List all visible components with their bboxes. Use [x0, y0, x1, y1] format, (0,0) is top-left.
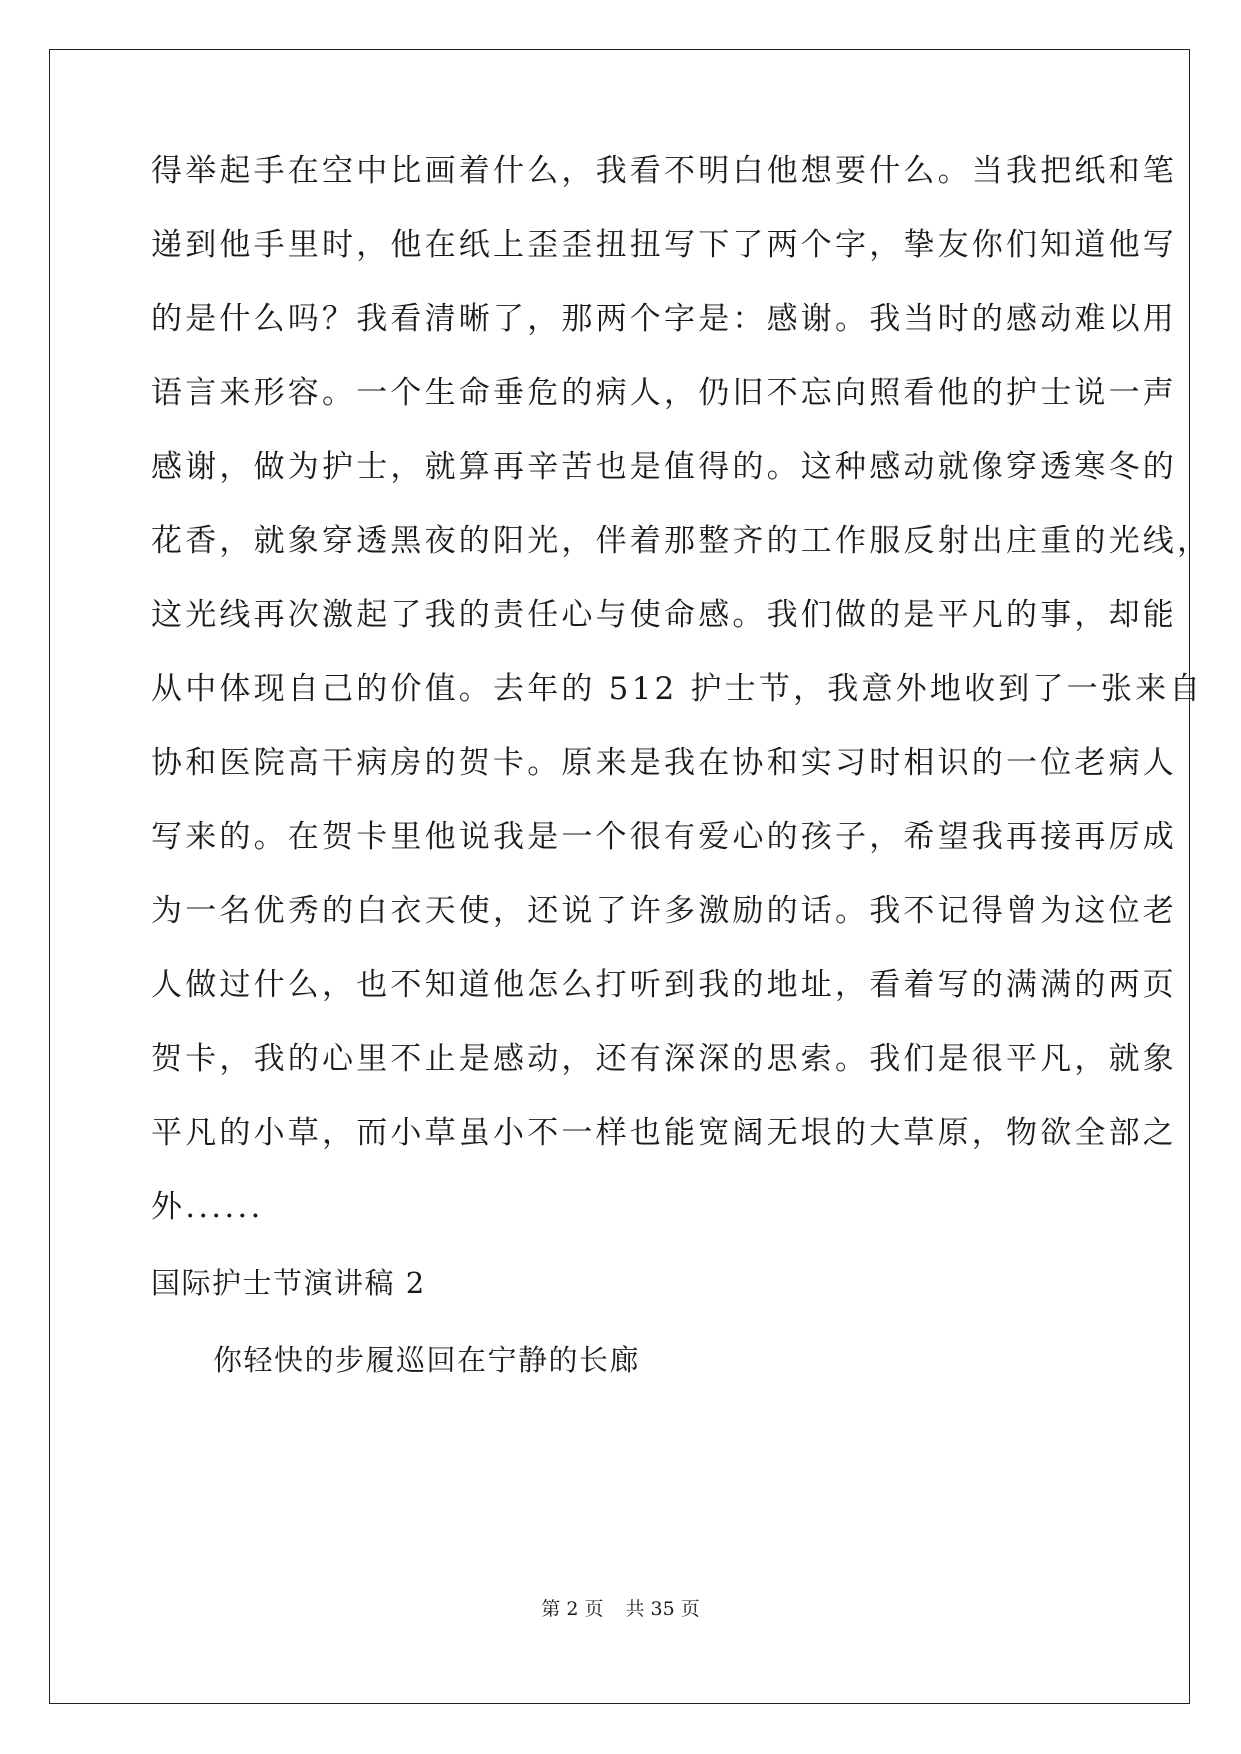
body-line: 平凡的小草，而小草虽小不一样也能宽阔无垠的大草原，物欲全部之	[151, 1115, 1177, 1151]
body-line: 从中体现自己的价值。去年的 512 护士节，我意外地收到了一张来自	[151, 671, 1204, 707]
body-line: 花香，就象穿透黑夜的阳光，伴着那整齐的工作服反射出庄重的光线，	[151, 523, 1212, 559]
body-line: 外......	[151, 1189, 264, 1225]
body-line: 协和医院高干病房的贺卡。原来是我在协和实习时相识的一位老病人	[151, 745, 1177, 781]
body-line: 这光线再次激起了我的责任心与使命感。我们做的是平凡的事，却能	[151, 597, 1177, 633]
page-footer	[0, 1600, 1241, 1619]
body-line: 写来的。在贺卡里他说我是一个很有爱心的孩子，希望我再接再厉成	[151, 819, 1177, 855]
body-line: 递到他手里时，他在纸上歪歪扭扭写下了两个字，挚友你们知道他写	[151, 227, 1177, 263]
body-line: 感谢，做为护士，就算再辛苦也是值得的。这种感动就像穿透寒冬的	[151, 449, 1177, 485]
body-line: 人做过什么，也不知道他怎么打听到我的地址，看着写的满满的两页	[151, 967, 1177, 1003]
page-border	[49, 49, 1190, 1704]
body-line: 的是什么吗？我看清晰了，那两个字是：感谢。我当时的感动难以用	[151, 301, 1177, 337]
section-title: 国际护士节演讲稿 2	[151, 1266, 426, 1300]
body-line: 为一名优秀的白衣天使，还说了许多激励的话。我不记得曾为这位老	[151, 893, 1177, 929]
body-line: 得举起手在空中比画着什么，我看不明白他想要什么。当我把纸和笔	[151, 153, 1177, 189]
page-total: 共 35 页	[625, 1598, 700, 1620]
body-line: 贺卡，我的心里不止是感动，还有深深的思索。我们是很平凡，就象	[151, 1041, 1177, 1077]
body-line: 语言来形容。一个生命垂危的病人，仍旧不忘向照看他的护士说一声	[151, 375, 1177, 411]
section-first-line: 你轻快的步履巡回在宁静的长廊	[213, 1343, 641, 1377]
page-number: 第 2 页	[541, 1598, 604, 1620]
